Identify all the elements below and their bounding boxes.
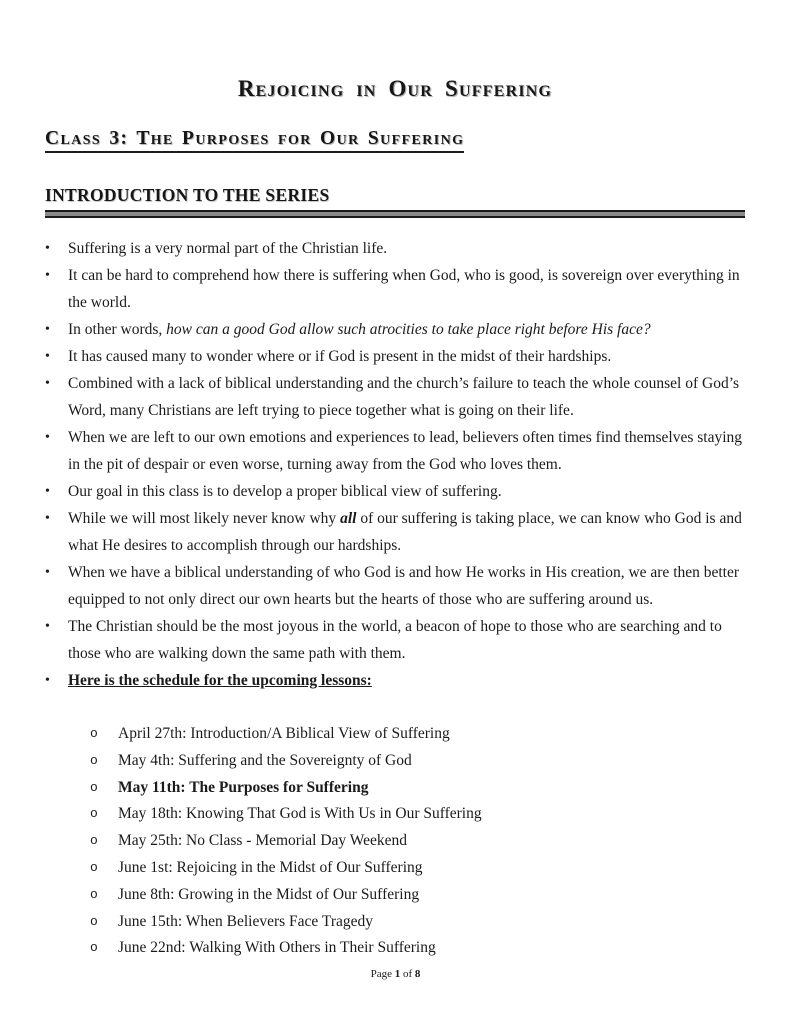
sub-bullet-icon: o: [90, 859, 98, 875]
footer-page-number: 1: [394, 968, 401, 980]
bullet-item: [45, 343, 745, 370]
text-segment: all: [340, 510, 357, 527]
section-rule: [45, 210, 745, 218]
bullet-item: [45, 613, 745, 667]
bullet-icon: •: [45, 241, 50, 256]
sub-bullet-icon: o: [90, 940, 98, 956]
sub-bullet-icon: o: [90, 752, 98, 768]
bullet-icon: •: [45, 349, 50, 364]
text-segment: of our suffering is taking place, we can know who God is and what He desires to accomplish through our hardships.: [68, 510, 742, 554]
schedule-item: [90, 748, 745, 775]
page-title: Rejoicing in Our Suffering: [237, 76, 553, 101]
page-footer: [0, 968, 791, 980]
schedule-text: May 25th: No Class - Memorial Day Weekend: [118, 832, 408, 850]
bullet-item: [45, 424, 745, 478]
bullet-item: [45, 262, 745, 316]
schedule-text: May 18th: Knowing That God is With Us in Our Suffering: [118, 805, 482, 823]
schedule-item: [90, 775, 745, 802]
text-segment: how can a good God allow such atrocities to take place right before His face?: [166, 321, 651, 338]
schedule-item: [90, 909, 745, 936]
schedule-text: May 11th: The Purposes for Suffering: [118, 778, 369, 796]
schedule-text: April 27th: Introduction/A Biblical View of Suffering: [118, 725, 450, 742]
bullet-item: [45, 478, 745, 505]
text-segment: In other words,: [68, 321, 167, 338]
bullet-icon: •: [45, 565, 50, 580]
schedule-text: June 15th: When Believers Face Tragedy: [118, 912, 373, 930]
schedule-item: [90, 828, 745, 855]
bullet-text: [68, 505, 745, 559]
schedule-text: June 22nd: Walking With Others in Their Suffering: [118, 939, 436, 957]
text-segment: Here is the schedule for the upcoming lessons:: [68, 672, 372, 689]
bullet-icon: •: [45, 322, 50, 337]
sub-bullet-icon: o: [90, 779, 98, 795]
text-segment: Combined with a lack of biblical understanding and the church’s failure to teach the whole counsel of God’s Word, many Christians are left trying to piece together what is going on their life.: [68, 375, 740, 419]
bullet-text: [68, 343, 745, 370]
footer-page-label: Page: [370, 968, 395, 980]
class-subtitle: Class 3: The Purposes for Our Suffering: [45, 128, 464, 153]
bullet-icon: •: [45, 673, 50, 688]
bullet-item: [45, 370, 745, 424]
bullet-icon: •: [45, 376, 50, 391]
sub-bullet-icon: o: [90, 726, 98, 741]
text-segment: When we are left to our own emotions and experiences to lead, believers often times find themselves staying in the pit of despair or even worse, turning away from the God who loves them.: [68, 429, 743, 473]
bullet-icon: •: [45, 511, 50, 526]
sub-bullet-icon: o: [90, 913, 98, 929]
bullet-text: [68, 613, 745, 667]
section-heading: INTRODUCTION TO THE SERIES: [45, 185, 330, 205]
text-segment: Suffering is a very normal part of the Christian life.: [68, 240, 388, 257]
schedule-list: [90, 721, 745, 962]
bullet-item: [45, 667, 745, 694]
bullet-text: [68, 235, 745, 262]
text-segment: It can be hard to comprehend how there is suffering when God, who is good, is sovereign over everything in the world.: [68, 267, 740, 311]
bullet-item: [45, 559, 745, 613]
bullet-text: [68, 424, 745, 478]
bullet-text: [68, 478, 745, 505]
bullet-text: [68, 262, 745, 316]
text-segment: Our goal in this class is to develop a proper biblical view of suffering.: [68, 483, 502, 500]
class-subtitle-row: [45, 128, 745, 153]
schedule-item: [90, 935, 745, 962]
schedule-item: [90, 721, 745, 748]
bullet-icon: •: [45, 619, 50, 634]
sub-bullet-icon: o: [90, 806, 98, 822]
bullet-list: [45, 235, 745, 694]
bullet-item: [45, 316, 745, 343]
schedule-item: [90, 882, 745, 909]
bullet-text: [68, 667, 745, 694]
schedule-item: [90, 855, 745, 882]
bullet-text: [68, 559, 745, 613]
bullet-item: [45, 235, 745, 262]
bullet-text: [68, 370, 745, 424]
bullet-icon: •: [45, 484, 50, 499]
text-segment: When we have a biblical understanding of who God is and how He works in His creation, we are then better equipped to not only direct our own hearts but the hearts of those who are suffering around us.: [68, 564, 740, 608]
schedule-text: June 1st: Rejoicing in the Midst of Our Suffering: [118, 858, 423, 876]
footer-of-label: of: [400, 968, 415, 980]
text-segment: It has caused many to wonder where or if God is present in the midst of their hardships.: [68, 348, 612, 365]
schedule-item: [90, 801, 745, 828]
schedule-text: May 4th: Suffering and the Sovereignty of God: [118, 751, 412, 769]
bullet-item: [45, 505, 745, 559]
text-segment: The Christian should be the most joyous in the world, a beacon of hope to those who are searching and to those who are walking down the same path with them.: [68, 618, 722, 662]
text-segment: While we will most likely never know why: [68, 510, 341, 527]
footer-total-pages: 8: [414, 968, 421, 980]
schedule-text: June 8th: Growing in the Midst of Our Suffering: [118, 885, 420, 903]
bullet-text: [68, 316, 745, 343]
sub-bullet-icon: o: [90, 833, 98, 849]
bullet-icon: •: [45, 430, 50, 445]
sub-bullet-icon: o: [90, 886, 98, 902]
bullet-icon: •: [45, 268, 50, 283]
